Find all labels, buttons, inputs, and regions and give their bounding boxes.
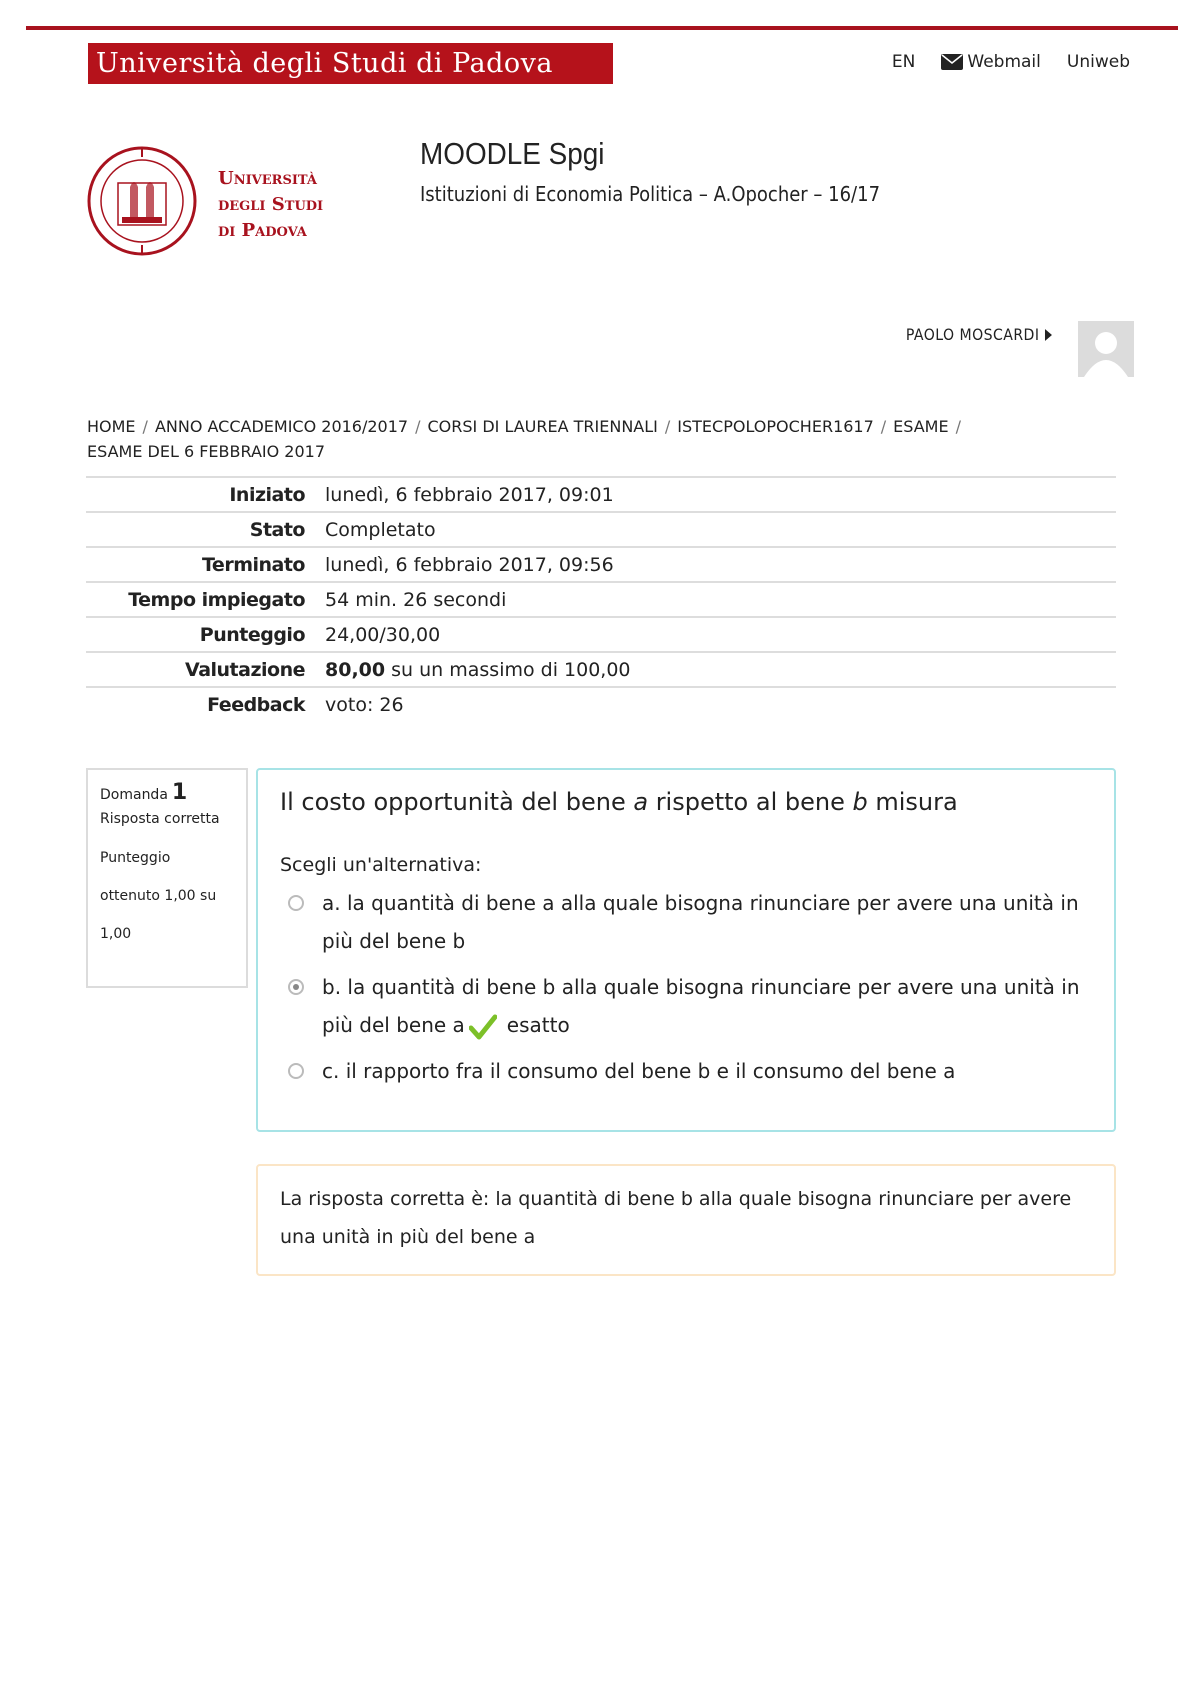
breadcrumb-separator: / [415, 417, 421, 436]
envelope-icon [941, 54, 963, 70]
question-text-mid: rispetto al bene [648, 788, 853, 816]
summary-row-marks [86, 617, 1116, 652]
summary-label: Terminato [202, 553, 305, 576]
summary-row-time [86, 582, 1116, 617]
question-score-max: 1,00 [100, 926, 132, 942]
breadcrumb-separator: / [142, 417, 148, 436]
answer-option-c[interactable] [280, 1052, 1092, 1090]
question-number-value: 1 [171, 780, 188, 805]
university-seal-icon [86, 145, 198, 257]
question-text-pre: Il costo opportunità del bene [280, 788, 634, 816]
checkmark-icon [469, 1014, 497, 1040]
summary-row-feedback [86, 687, 1116, 722]
webmail-label: Webmail [967, 52, 1041, 72]
radio-button[interactable] [288, 895, 304, 911]
answer-option-a[interactable] [280, 884, 1092, 960]
site-title[interactable]: MOODLE Spgi [420, 136, 605, 171]
answer-option-text: b. la quantità di bene b alla quale bisogna rinunciare per avere una unità in più del bene a [322, 975, 1080, 1037]
answer-option-label [322, 968, 1082, 1044]
summary-label: Punteggio [199, 623, 305, 646]
correct-answer-feedback [256, 1164, 1116, 1276]
radio-button-selected[interactable] [288, 979, 304, 995]
summary-row-grade [86, 652, 1116, 687]
question-number [100, 780, 234, 805]
webmail-link[interactable] [941, 52, 1041, 72]
question-label: Domanda [100, 787, 168, 803]
summary-value: voto: 26 [325, 694, 404, 716]
university-brand-bar[interactable]: Università degli Studi di Padova [88, 43, 613, 84]
question-info-panel [86, 768, 248, 988]
breadcrumb-year[interactable]: ANNO ACCADEMICO 2016/2017 [154, 417, 409, 436]
uniweb-link[interactable]: Uniweb [1066, 52, 1130, 72]
summary-value: lunedì, 6 febbraio 2017, 09:56 [325, 553, 614, 576]
answer-prompt: Scegli un'alternativa: [280, 854, 482, 876]
question-text-post: misura [867, 788, 958, 816]
question-text-good-a: a [633, 788, 649, 816]
breadcrumb-exam[interactable]: ESAME [893, 417, 949, 436]
summary-value: 24,00/30,00 [325, 623, 441, 646]
summary-label: Feedback [207, 694, 305, 716]
breadcrumb-separator: / [955, 417, 961, 436]
top-accent-line [26, 26, 1178, 30]
summary-label: Iniziato [229, 483, 305, 506]
question-text-good-b: b [852, 788, 868, 816]
question-score: ottenuto 1,00 su [100, 888, 217, 904]
question-text [280, 788, 1092, 816]
summary-label: Stato [249, 518, 305, 541]
summary-value [323, 652, 1116, 687]
breadcrumb-separator: / [880, 417, 887, 436]
breadcrumb [87, 414, 1027, 464]
summary-label: Tempo impiegato [128, 588, 305, 611]
caret-right-icon [1045, 329, 1052, 341]
grade-value: 80,00 [325, 658, 386, 681]
answer-option-label: c. il rapporto fra il consumo del bene b e il consumo del bene a [322, 1059, 956, 1083]
breadcrumb-home[interactable]: HOME [87, 417, 136, 436]
summary-row-started [86, 477, 1116, 512]
answer-option-label: a. la quantità di bene a alla quale bisogna rinunciare per avere una unità in più del bene b [322, 891, 1079, 953]
question-box [256, 768, 1116, 1132]
answer-option-b[interactable] [280, 968, 1092, 1044]
summary-value: lunedì, 6 febbraio 2017, 09:01 [325, 483, 614, 506]
logo-line-1: Università [218, 168, 317, 189]
attempt-summary-table [86, 476, 1116, 722]
summary-value: 54 min. 26 secondi [325, 588, 507, 611]
summary-row-state [86, 512, 1116, 547]
radio-button[interactable] [288, 1063, 304, 1079]
summary-row-completed [86, 547, 1116, 582]
answer-feedback: esatto [506, 1013, 570, 1037]
question-state: Risposta corretta [100, 811, 220, 827]
logo-line-3: di Padova [218, 220, 307, 241]
logo-line-2: degli Studi [218, 194, 324, 215]
summary-label: Valutazione [185, 658, 305, 681]
university-logo-text [218, 166, 323, 244]
question-score-label: Punteggio [100, 850, 171, 866]
breadcrumb-course[interactable]: ISTECPOLOPOCHER1617 [677, 417, 874, 436]
course-title[interactable]: Istituzioni di Economia Politica – A.Opocher – 16/17 [420, 182, 881, 206]
user-menu[interactable] [906, 325, 1052, 344]
breadcrumb-degree[interactable]: CORSI DI LAUREA TRIENNALI [427, 417, 658, 436]
grade-max: su un massimo di 100,00 [391, 658, 631, 681]
summary-value: Completato [325, 518, 436, 541]
top-links [892, 52, 1130, 72]
breadcrumb-separator: / [664, 417, 671, 436]
avatar[interactable] [1078, 321, 1134, 377]
user-name: PAOLO MOSCARDI [906, 325, 1040, 344]
language-link[interactable]: EN [891, 52, 916, 72]
user-avatar-icon [1078, 321, 1134, 377]
correct-answer-text: La risposta corretta è: la quantità di bene b alla quale bisogna rinunciare per avere una unità in più del bene a [280, 1188, 1072, 1248]
breadcrumb-current[interactable]: ESAME DEL 6 FEBBRAIO 2017 [87, 442, 325, 461]
